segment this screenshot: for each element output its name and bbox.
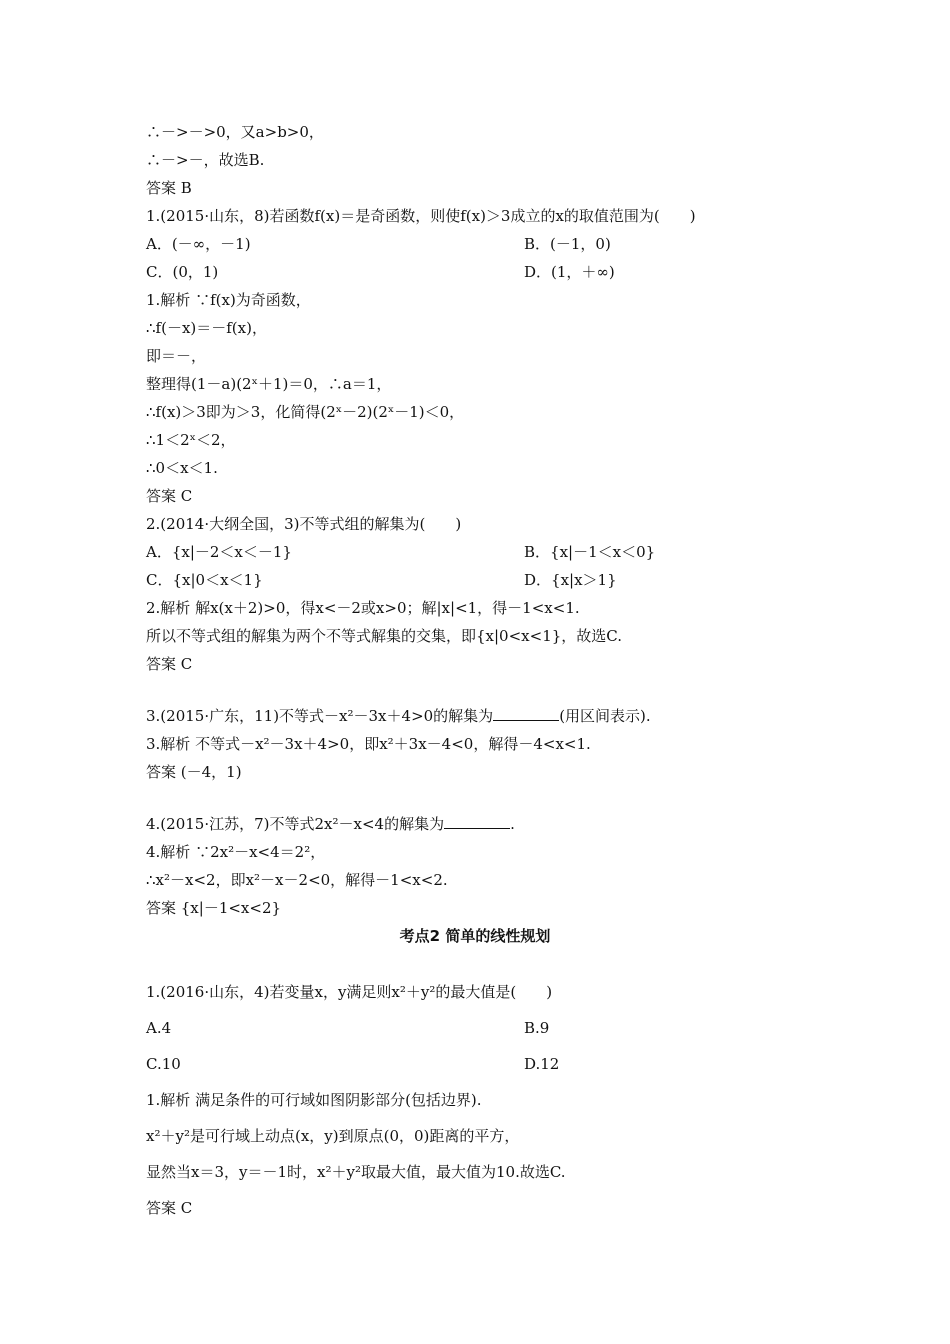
solution-line: 4.解析 ∵2x²－x<4＝2²， <box>146 843 326 861</box>
answer-line: 答案 C <box>146 1199 193 1217</box>
answer-line: 答案 (－4，1) <box>146 763 242 781</box>
option-a: A.4 <box>146 1019 172 1037</box>
option-b: B．{x|－1＜x＜0} <box>524 543 656 561</box>
option-d: D．{x|x＞1} <box>524 571 617 589</box>
solution-line: 即＝－， <box>146 347 207 365</box>
option-c: C．(0，1) <box>146 263 219 281</box>
option-a: A．(－∞，－1) <box>146 235 251 253</box>
option-d: D.12 <box>524 1055 560 1073</box>
option-b: B.9 <box>524 1019 550 1037</box>
option-b: B．(－1，0) <box>524 235 611 253</box>
answer-line: 答案 {x|－1<x<2} <box>146 899 282 917</box>
option-d: D．(1，＋∞) <box>524 263 615 281</box>
solution-line: 整理得(1－a)(2ˣ＋1)＝0，∴a＝1， <box>146 375 392 393</box>
question-1: 1.(2015·山东，8)若函数f(x)＝是奇函数，则使f(x)＞3成立的x的取值范围为( ) <box>146 207 696 225</box>
solution-line: 显然当x＝3，y＝－1时，x²＋y²取最大值，最大值为10.故选C. <box>146 1163 566 1181</box>
question-2: 2.(2014·大纲全国，3)不等式组的解集为( ) <box>146 515 462 533</box>
section-heading: 考点2 简单的线性规划 <box>399 927 551 945</box>
question-4-suffix: . <box>510 815 515 833</box>
question-4-text: 4.(2015·江苏，7)不等式2x²－x<4的解集为 <box>146 815 445 833</box>
solution-line: ∴1＜2ˣ＜2， <box>146 431 236 449</box>
fill-in-blank <box>493 706 559 721</box>
solution-line: 2.解析 解x(x＋2)>0，得x<－2或x>0；解|x|<1，得－1<x<1. <box>146 599 580 617</box>
option-a: A．{x|－2＜x＜－1} <box>146 543 292 561</box>
solution-line: 1.解析 满足条件的可行域如图阴影部分(包括边界). <box>146 1091 482 1109</box>
solution-line: x²＋y²是可行域上动点(x，y)到原点(0，0)距离的平方， <box>146 1127 520 1145</box>
question-4 <box>146 814 515 834</box>
solution-line: 1.解析 ∵f(x)为奇函数， <box>146 291 311 309</box>
solution-line: ∴x²－x<2，即x²－x－2<0，解得－1<x<2. <box>146 871 448 889</box>
option-c: C.10 <box>146 1055 181 1073</box>
question-3 <box>146 706 651 726</box>
solution-line: ∴f(x)＞3即为＞3，化简得(2ˣ－2)(2ˣ－1)＜0， <box>146 403 465 421</box>
text-line: ∴－>－，故选B. <box>146 151 265 169</box>
answer-line: 答案 C <box>146 487 193 505</box>
question-3-suffix: (用区间表示). <box>559 707 651 725</box>
solution-line: ∴f(－x)＝－f(x)， <box>146 319 267 337</box>
fill-in-blank <box>444 814 510 829</box>
text-line: ∴－>－>0，又a>b>0， <box>146 123 324 141</box>
answer-line: 答案 B <box>146 179 192 197</box>
question-3-text: 3.(2015·广东，11)不等式－x²－3x＋4>0的解集为 <box>146 707 494 725</box>
solution-line: 所以不等式组的解集为两个不等式解集的交集，即{x|0<x<1}，故选C. <box>146 627 622 645</box>
question-1: 1.(2016·山东，4)若变量x，y满足则x²＋y²的最大值是( ) <box>146 983 553 1001</box>
solution-line: 3.解析 不等式－x²－3x＋4>0，即x²＋3x－4<0，解得－4<x<1. <box>146 735 591 753</box>
option-c: C．{x|0＜x＜1} <box>146 571 263 589</box>
answer-line: 答案 C <box>146 655 193 673</box>
solution-line: ∴0＜x＜1. <box>146 459 218 477</box>
